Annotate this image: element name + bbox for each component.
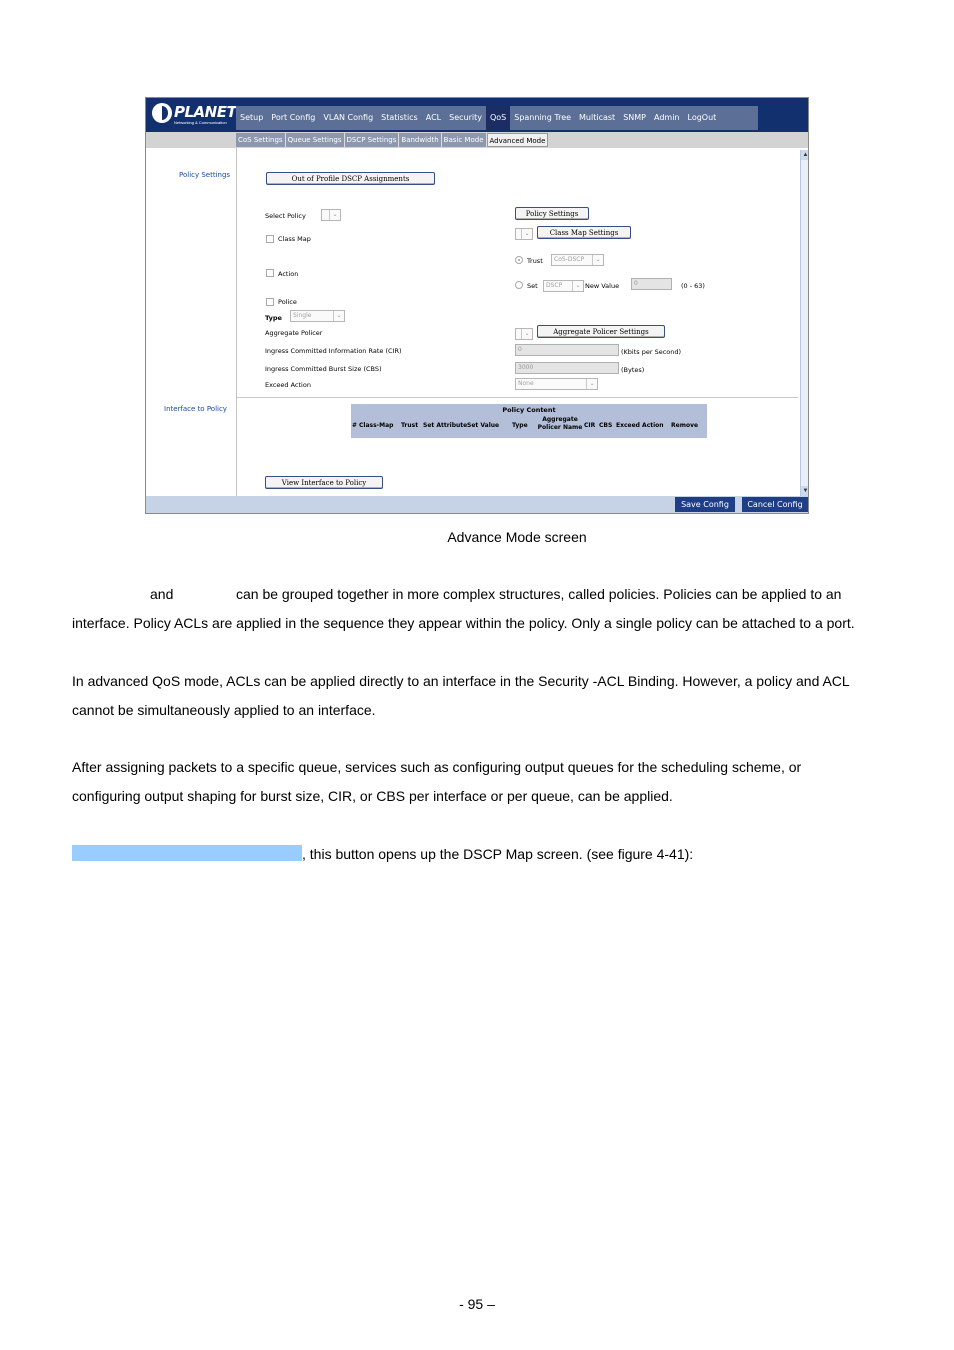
class-map-settings-button[interactable]: Class Map Settings (537, 226, 631, 239)
menu-acl[interactable]: ACL (425, 113, 442, 122)
class-map-label: Class Map (278, 235, 311, 243)
cir-label: Ingress Committed Information Rate (CIR) (265, 347, 402, 355)
set-radio[interactable] (515, 281, 523, 289)
column-header: Set Value (467, 422, 500, 429)
column-header: Aggregate Policer Name (537, 416, 583, 431)
cir-unit: (Kbits per Second) (621, 348, 682, 356)
globe-icon (152, 103, 172, 123)
paragraph-1-and: and (150, 586, 174, 602)
police-label: Police (278, 298, 297, 306)
tab-advanced-mode[interactable]: Advanced Mode (487, 133, 549, 147)
menu-qos[interactable]: QoS (486, 106, 510, 130)
menu-multicast[interactable]: Multicast (579, 113, 616, 122)
highlight-bar (72, 845, 302, 861)
policy-settings-heading: Policy Settings (179, 171, 231, 179)
tab-cos-settings[interactable]: CoS Settings (236, 133, 286, 147)
new-value-input[interactable]: 0 (631, 278, 672, 290)
aggregate-policer-label: Aggregate Policer (265, 329, 323, 337)
chevron-down-icon: ⌄ (572, 281, 583, 291)
top-navigation-bar (146, 98, 809, 132)
page-number: - 95 – (459, 1296, 495, 1312)
menu-spanning-tree[interactable]: Spanning Tree (514, 113, 572, 122)
select-policy-label: Select Policy (265, 212, 306, 220)
chevron-down-icon: ⌄ (329, 210, 340, 220)
type-label: Type (265, 314, 282, 322)
tab-bandwidth[interactable]: Bandwidth (399, 133, 441, 147)
policy-content-caption: Policy Content (502, 406, 556, 414)
column-header: CIR (584, 422, 596, 429)
set-label: Set (527, 282, 538, 290)
tab-basic-mode[interactable]: Basic Mode (442, 133, 487, 147)
menu-logout[interactable]: LogOut (687, 113, 717, 122)
cbs-unit: (Bytes) (621, 366, 645, 374)
column-header: Set Attribute (423, 422, 468, 429)
paragraph-1-line-2: interface. Policy ACLs are applied in the sequence they appear within the policy. Only a single policy can be attached to a port. (72, 615, 855, 631)
column-header: Exceed Action (616, 422, 664, 429)
vertical-scrollbar[interactable] (800, 150, 809, 496)
qos-submenu (236, 133, 548, 147)
policy-content-table (351, 404, 707, 438)
section-divider (236, 148, 237, 496)
trust-dropdown[interactable]: CoS-DSCP ⌄ (551, 254, 604, 266)
chevron-down-icon: ⌄ (521, 329, 532, 339)
select-policy-dropdown[interactable] (321, 209, 341, 221)
class-map-checkbox[interactable] (266, 235, 274, 243)
chevron-down-icon: ⌄ (586, 379, 597, 389)
view-interface-to-policy-button[interactable]: View Interface to Policy (265, 476, 383, 489)
paragraph-3-line-2: configuring output shaping for burst size, CIR, or CBS per interface or per queue, can be applied. (72, 788, 673, 804)
scroll-up-icon[interactable]: ▲ (802, 152, 809, 158)
policy-settings-button[interactable]: Policy Settings (515, 207, 589, 220)
action-checkbox[interactable] (266, 269, 274, 277)
new-value-label: New Value (585, 282, 620, 290)
trust-radio[interactable] (515, 256, 523, 264)
action-label: Action (278, 270, 299, 278)
menu-security[interactable]: Security (449, 113, 482, 122)
trust-label: Trust (527, 257, 543, 265)
chevron-down-icon: ⌄ (592, 255, 603, 265)
advanced-mode-screenshot (145, 97, 809, 514)
menu-snmp[interactable]: SNMP (623, 113, 646, 122)
tab-dscp-settings[interactable]: DSCP Settings (345, 133, 400, 147)
paragraph-2-line-2: cannot be simultaneously applied to an interface. (72, 702, 376, 718)
figure-caption: Advance Mode screen (447, 529, 587, 545)
paragraph-2-line-1: In advanced QoS mode, ACLs can be applied directly to an interface in the Security -ACL Binding. However, a policy and ACL (72, 673, 850, 689)
menu-port-config[interactable]: Port Config (271, 113, 316, 122)
cbs-input[interactable]: 3000 (515, 362, 619, 374)
sub-navigation-bar (146, 132, 809, 148)
exceed-action-label: Exceed Action (265, 381, 311, 389)
chevron-down-icon: ⌄ (333, 311, 344, 321)
class-map-dropdown[interactable] (515, 228, 533, 240)
scroll-down-icon[interactable]: ▼ (802, 488, 809, 494)
aggregate-policer-settings-button[interactable]: Aggregate Policer Settings (537, 325, 665, 338)
column-header: Trust (401, 422, 419, 429)
menu-statistics[interactable]: Statistics (381, 113, 418, 122)
planet-logo: PLANET Networking & Communication (152, 102, 238, 128)
paragraph-1-line-1: can be grouped together in more complex structures, called policies. Policies can be applied to an (236, 586, 842, 602)
column-header: Remove (671, 422, 699, 429)
column-header: Type (512, 422, 528, 429)
cbs-label: Ingress Committed Burst Size (CBS) (265, 365, 382, 373)
out-of-profile-dscp-button[interactable]: Out of Profile DSCP Assignments (266, 172, 435, 185)
aggregate-policer-dropdown[interactable] (515, 328, 533, 340)
cir-input[interactable]: 0 (515, 344, 619, 356)
menu-setup[interactable]: Setup (240, 113, 264, 122)
type-dropdown[interactable]: Single ⌄ (290, 310, 345, 322)
police-checkbox[interactable] (266, 298, 274, 306)
tab-queue-settings[interactable]: Queue Settings (286, 133, 345, 147)
footer-bar (146, 496, 809, 514)
set-dropdown[interactable]: DSCP ⌄ (543, 280, 584, 292)
new-value-range: (0 - 63) (681, 282, 705, 290)
paragraph-3-line-1: After assigning packets to a specific queue, services such as configuring output queues for the scheduling scheme, or (72, 759, 802, 775)
exceed-action-dropdown[interactable]: None ⌄ (515, 378, 598, 390)
chevron-down-icon: ⌄ (521, 229, 532, 239)
cancel-config-button[interactable]: Cancel Config (742, 497, 808, 512)
interface-to-policy-heading: Interface to Policy (164, 405, 227, 413)
paragraph-4 (72, 840, 693, 869)
menu-vlan-config[interactable]: VLAN Config (323, 113, 374, 122)
column-header: # (352, 422, 358, 429)
save-config-button[interactable]: Save Config (675, 497, 735, 512)
column-header: CBS (599, 422, 613, 429)
menu-admin[interactable]: Admin (654, 113, 680, 122)
column-header: Class-Map (359, 422, 394, 429)
divider-line (237, 397, 798, 398)
paragraph-4-text: , this button opens up the DSCP Map screen. (see figure 4-41): (302, 846, 694, 862)
main-menu (236, 106, 758, 130)
